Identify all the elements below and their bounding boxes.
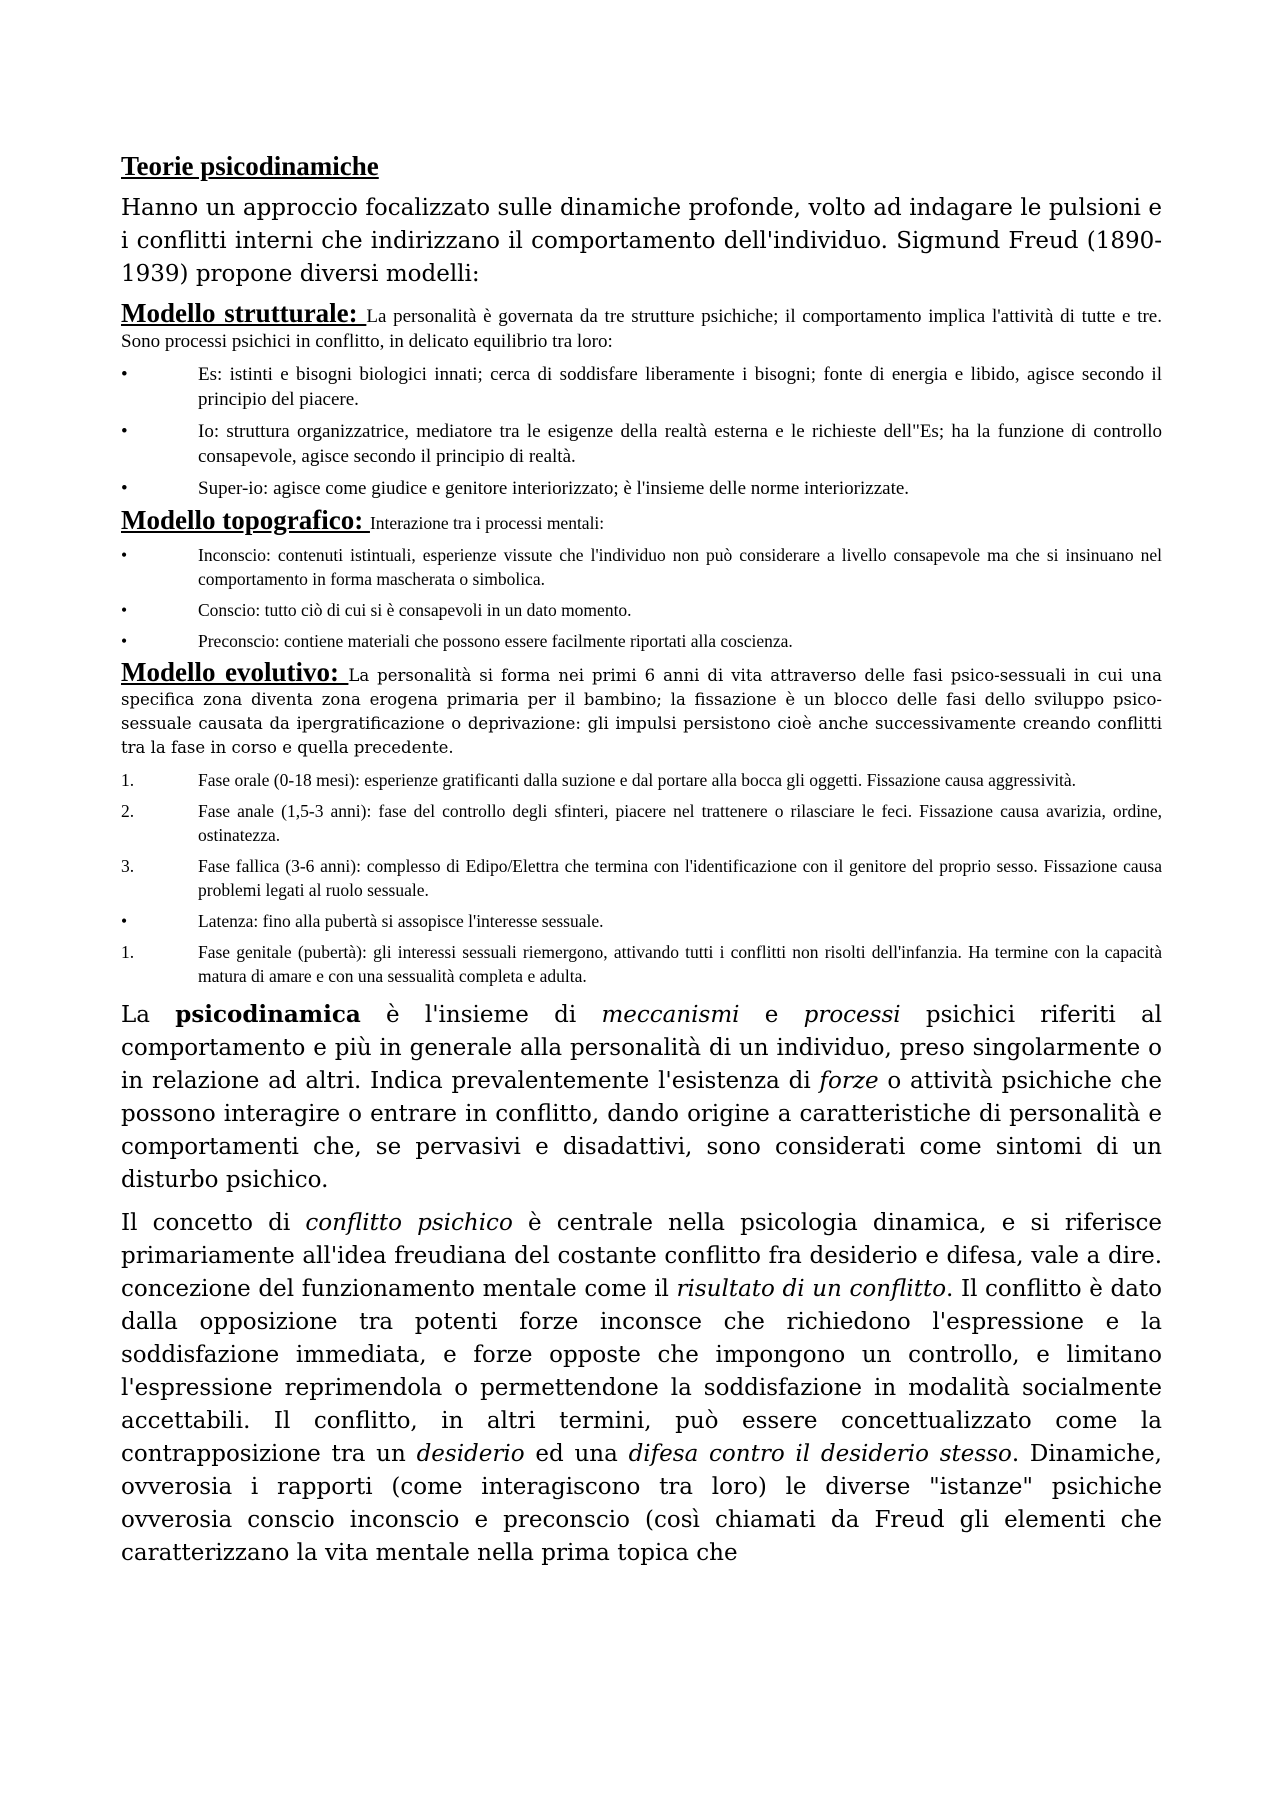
section-evolutionary-heading: Modello evolutivo:	[121, 657, 349, 688]
list-item: 1. Fase orale (0-18 mesi): esperienze gratificanti dalla suzione e dal portare alla bocca gli oggetti. Fissazione causa aggressività.	[121, 770, 1077, 791]
list-item: • Es: istinti e bisogni biologici innati; cerca di soddisfare liberamente i bisogni; fonte di energia e libido, agisce secondo il principio del piacere.	[121, 364, 1162, 411]
list-item: • Inconscio: contenuti istintuali, esperienze vissute che l'individuo non può considerare a livello consapevole ma che si insinuano nel comportamento in forma mascherata o simbolica.	[121, 545, 1162, 590]
section-structural	[121, 298, 1162, 354]
section-evolutionary-text: La personalità si forma nei primi 6 anni di vita attraverso delle fasi psico-sessuali in cui una specifica zona diventa zona erogena primaria per il bambino; la fissazione è un blocco delle fasi dello sviluppo psico-sessuale causata da ipergratificazione o deprivazione: gli impulsi persistono cioè anche successivamente creando conflitti tra la fase in corso e quella precedente.	[121, 666, 1162, 758]
conflict-paragraph: Il concetto di conflitto psichico è centrale nella psicologia dinamica, e si riferisce primariamente all'idea freudiana del costante conflitto fra desiderio e difesa, vale a dire. concezione del funzionamento mentale come il risultato di un conflitto. Il conflitto è dato dalla opposizione tra potenti forze inconsce che richiedono l'espressione e la soddisfazione immediata, e forze opposte che impongono un controllo, e limitano l'espressione reprimendola o permettendone la soddisfazione in modalità socialmente accettabili. Il conflitto, in altri termini, può essere concettualizzato come la contrapposizione tra un desiderio ed una difesa contro il desiderio stesso. Dinamiche, ovverosia i rapporti (come interagiscono tra loro) le diverse "istanze" psichiche ovverosia conscio inconscio e preconscio (così chiamati da Freud gli elementi che caratterizzano la vita mentale nella prima topica che	[121, 1210, 1162, 1567]
list-item: • Preconscio: contiene materiali che possono essere facilmente riportati alla coscienza.	[121, 631, 793, 652]
document-page	[121, 150, 1162, 1580]
list-item: • Conscio: tutto ciò di cui si è consapevoli in un dato momento.	[121, 600, 632, 621]
list-item: 3. Fase fallica (3-6 anni): complesso di Edipo/Elettra che termina con l'identificazione con il genitore del proprio sesso. Fissazione causa problemi legati al ruolo sessuale.	[121, 856, 1162, 901]
page-title: Teorie psicodinamiche	[121, 151, 379, 181]
section-topographic-heading: Modello topografico:	[121, 505, 370, 536]
list-item: 2. Fase anale (1,5-3 anni): fase del controllo degli sfinteri, piacere nel trattenere o rilasciare le feci. Fissazione causa avarizia, ordine, ostinatezza.	[121, 801, 1162, 846]
section-structural-heading: Modello strutturale:	[121, 298, 367, 329]
section-topographic	[121, 505, 1162, 536]
section-evolutionary	[121, 657, 1162, 760]
section-topographic-text: Interazione tra i processi mentali:	[369, 513, 605, 534]
list-item: • Super-io: agisce come giudice e genitore interiorizzato; è l'insieme delle norme interiorizzate.	[121, 478, 910, 500]
list-item: • Io: struttura organizzatrice, mediatore tra le esigenze della realtà esterna e le richieste dell"Es; ha la funzione di controllo consapevole, agisce secondo il principio di realtà.	[121, 421, 1162, 468]
list-item: • Latenza: fino alla pubertà si assopisce l'interesse sessuale.	[121, 911, 604, 932]
section-structural-text: La personalità è governata da tre strutture psichiche; il comportamento implica l'attività di tutte e tre. Sono processi psichici in conflitto, in delicato equilibrio tra loro:	[121, 306, 1162, 353]
intro-paragraph: Hanno un approccio focalizzato sulle dinamiche profonde, volto ad indagare le pulsioni e i conflitti interni che indirizzano il comportamento dell'individuo. Sigmund Freud (1890-1939) propone diversi modelli:	[121, 195, 1162, 288]
list-item: 1. Fase genitale (pubertà): gli interessi sessuali riemergono, attivando tutti i conflitti non risolti dell'infanzia. Ha termine con la capacità matura di amare e con una sessualità completa e adulta.	[121, 942, 1162, 987]
psychodynamics-paragraph: La psicodinamica è l'insieme di meccanismi e processi psichici riferiti al comportamento e più in generale alla personalità di un individuo, preso singolarmente o in relazione ad altri. Indica prevalentemente l'esistenza di forze o attività psichiche che possono interagire o entrare in conflitto, dando origine a caratteristiche di personalità e comportamenti che, se pervasivi e disadattivi, sono considerati come sintomi di un disturbo psichico.	[121, 1001, 1163, 1194]
